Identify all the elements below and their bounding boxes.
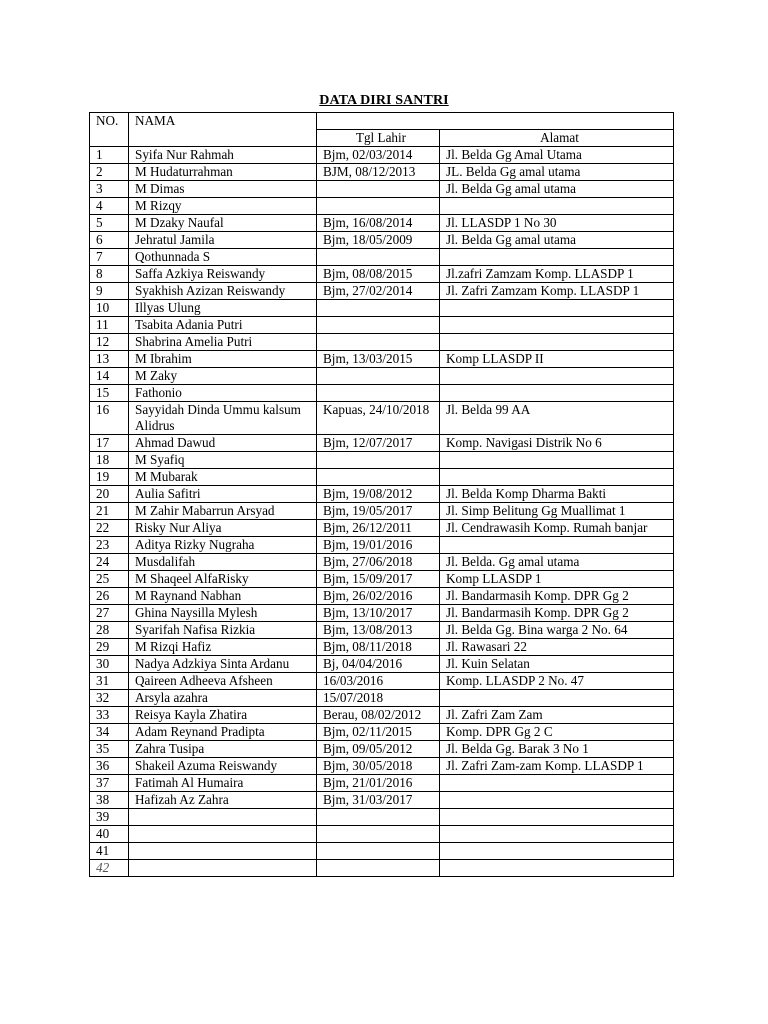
row-no-cell: 32 — [90, 690, 129, 707]
row-no-cell: 18 — [90, 452, 129, 469]
row-alamat-cell — [440, 368, 674, 385]
row-tgl-lahir-cell — [317, 385, 440, 402]
row-no-cell: 38 — [90, 792, 129, 809]
row-no-cell: 24 — [90, 554, 129, 571]
row-nama-cell: Musdalifah — [129, 554, 317, 571]
row-no-cell: 10 — [90, 300, 129, 317]
row-tgl-lahir-cell — [317, 452, 440, 469]
row-alamat-cell: Jl. Kuin Selatan — [440, 656, 674, 673]
row-alamat-cell: Jl. Belda Gg Amal Utama — [440, 147, 674, 164]
row-nama-cell: Hafizah Az Zahra — [129, 792, 317, 809]
table-row — [90, 809, 674, 826]
row-nama-cell: Jehratul Jamila — [129, 232, 317, 249]
row-alamat-cell: Jl. Belda Gg. Bina warga 2 No. 64 — [440, 622, 674, 639]
row-alamat-cell: Komp LLASDP 1 — [440, 571, 674, 588]
row-alamat-cell: Jl. Zafri Zamzam Komp. LLASDP 1 — [440, 283, 674, 300]
row-alamat-cell — [440, 690, 674, 707]
row-no-cell: 30 — [90, 656, 129, 673]
row-nama-cell: M Zaky — [129, 368, 317, 385]
table-row — [90, 554, 674, 571]
row-tgl-lahir-cell: Bjm, 27/06/2018 — [317, 554, 440, 571]
header-blank — [317, 113, 674, 130]
row-nama-cell — [129, 809, 317, 826]
santri-table-body — [90, 113, 674, 877]
row-alamat-cell: Jl. Belda Gg amal utama — [440, 181, 674, 198]
row-tgl-lahir-cell: Bjm, 15/09/2017 — [317, 571, 440, 588]
row-tgl-lahir-cell: Bjm, 08/08/2015 — [317, 266, 440, 283]
row-no-cell: 28 — [90, 622, 129, 639]
table-row — [90, 469, 674, 486]
row-no-cell: 15 — [90, 385, 129, 402]
table-row — [90, 520, 674, 537]
table-row — [90, 232, 674, 249]
table-header-row — [90, 113, 674, 130]
row-no-cell: 22 — [90, 520, 129, 537]
row-alamat-cell: Jl. Bandarmasih Komp. DPR Gg 2 — [440, 605, 674, 622]
table-row — [90, 843, 674, 860]
row-no-cell: 41 — [90, 843, 129, 860]
table-row — [90, 639, 674, 656]
row-alamat-cell: Jl. Belda Gg. Barak 3 No 1 — [440, 741, 674, 758]
table-row — [90, 435, 674, 452]
row-alamat-cell: Komp. Navigasi Distrik No 6 — [440, 435, 674, 452]
row-no-cell: 9 — [90, 283, 129, 300]
row-alamat-cell: JL. Belda Gg amal utama — [440, 164, 674, 181]
row-tgl-lahir-cell: Bjm, 26/12/2011 — [317, 520, 440, 537]
row-tgl-lahir-cell: BJM, 08/12/2013 — [317, 164, 440, 181]
row-tgl-lahir-cell: Bjm, 16/08/2014 — [317, 215, 440, 232]
row-no-cell: 14 — [90, 368, 129, 385]
row-nama-cell: Shakeil Azuma Reiswandy — [129, 758, 317, 775]
row-no-cell: 33 — [90, 707, 129, 724]
row-tgl-lahir-cell — [317, 181, 440, 198]
table-row — [90, 486, 674, 503]
row-no-cell: 35 — [90, 741, 129, 758]
row-alamat-cell — [440, 249, 674, 266]
row-no-cell: 27 — [90, 605, 129, 622]
row-no-cell: 37 — [90, 775, 129, 792]
row-no-cell: 42 — [90, 860, 129, 877]
row-nama-cell — [129, 826, 317, 843]
row-nama-cell — [129, 860, 317, 877]
table-row — [90, 452, 674, 469]
row-no-cell: 4 — [90, 198, 129, 215]
row-alamat-cell: Jl. LLASDP 1 No 30 — [440, 215, 674, 232]
table-row — [90, 215, 674, 232]
table-row — [90, 385, 674, 402]
row-tgl-lahir-cell — [317, 469, 440, 486]
row-tgl-lahir-cell: Bjm, 30/05/2018 — [317, 758, 440, 775]
table-row — [90, 571, 674, 588]
table-row — [90, 724, 674, 741]
row-nama-cell: Syakhish Azizan Reiswandy — [129, 283, 317, 300]
table-row — [90, 673, 674, 690]
row-nama-cell: Syarifah Nafisa Rizkia — [129, 622, 317, 639]
row-alamat-cell: Jl. Rawasari 22 — [440, 639, 674, 656]
table-row — [90, 775, 674, 792]
row-alamat-cell: Komp LLASDP II — [440, 351, 674, 368]
table-row — [90, 368, 674, 385]
table-row — [90, 266, 674, 283]
row-tgl-lahir-cell: Bjm, 02/11/2015 — [317, 724, 440, 741]
row-nama-cell: Illyas Ulung — [129, 300, 317, 317]
table-row — [90, 181, 674, 198]
row-alamat-cell: Jl. Cendrawasih Komp. Rumah banjar — [440, 520, 674, 537]
row-alamat-cell — [440, 198, 674, 215]
row-tgl-lahir-cell: Bjm, 13/08/2013 — [317, 622, 440, 639]
row-nama-cell: Reisya Kayla Zhatira — [129, 707, 317, 724]
row-alamat-cell: Jl. Zafri Zam Zam — [440, 707, 674, 724]
row-alamat-cell: Komp. DPR Gg 2 C — [440, 724, 674, 741]
row-nama-cell: M Rizqy — [129, 198, 317, 215]
row-tgl-lahir-cell: Bjm, 13/03/2015 — [317, 351, 440, 368]
table-row — [90, 741, 674, 758]
table-row — [90, 690, 674, 707]
row-no-cell: 29 — [90, 639, 129, 656]
row-tgl-lahir-cell — [317, 300, 440, 317]
table-row — [90, 758, 674, 775]
row-no-cell: 25 — [90, 571, 129, 588]
row-no-cell: 7 — [90, 249, 129, 266]
row-no-cell: 39 — [90, 809, 129, 826]
table-row — [90, 334, 674, 351]
row-nama-cell: Fathonio — [129, 385, 317, 402]
row-alamat-cell — [440, 537, 674, 554]
row-tgl-lahir-cell: 16/03/2016 — [317, 673, 440, 690]
row-tgl-lahir-cell: Bj, 04/04/2016 — [317, 656, 440, 673]
row-no-cell: 40 — [90, 826, 129, 843]
row-tgl-lahir-cell — [317, 249, 440, 266]
row-nama-cell: Risky Nur Aliya — [129, 520, 317, 537]
table-row — [90, 402, 674, 435]
row-alamat-cell — [440, 792, 674, 809]
row-nama-cell: Ahmad Dawud — [129, 435, 317, 452]
row-tgl-lahir-cell: Bjm, 08/11/2018 — [317, 639, 440, 656]
row-no-cell: 11 — [90, 317, 129, 334]
row-tgl-lahir-cell: Bjm, 21/01/2016 — [317, 775, 440, 792]
row-alamat-cell — [440, 469, 674, 486]
row-tgl-lahir-cell: Bjm, 09/05/2012 — [317, 741, 440, 758]
row-nama-cell: M Shaqeel AlfaRisky — [129, 571, 317, 588]
table-row — [90, 503, 674, 520]
document-title: DATA DIRI SANTRI — [319, 93, 449, 108]
row-nama-cell: Nadya Adzkiya Sinta Ardanu — [129, 656, 317, 673]
row-alamat-cell — [440, 843, 674, 860]
table-row — [90, 826, 674, 843]
table-row — [90, 537, 674, 554]
row-no-cell: 2 — [90, 164, 129, 181]
row-alamat-cell: Jl. Bandarmasih Komp. DPR Gg 2 — [440, 588, 674, 605]
row-nama-cell: M Mubarak — [129, 469, 317, 486]
table-row — [90, 707, 674, 724]
row-nama-cell: Saffa Azkiya Reiswandy — [129, 266, 317, 283]
row-nama-cell: M Hudaturrahman — [129, 164, 317, 181]
row-alamat-cell — [440, 385, 674, 402]
row-nama-cell: Zahra Tusipa — [129, 741, 317, 758]
row-no-cell: 34 — [90, 724, 129, 741]
row-nama-cell: M Rizqi Hafiz — [129, 639, 317, 656]
row-alamat-cell — [440, 452, 674, 469]
table-row — [90, 588, 674, 605]
row-nama-cell — [129, 843, 317, 860]
row-alamat-cell — [440, 317, 674, 334]
row-nama-cell: M Ibrahim — [129, 351, 317, 368]
row-no-cell: 31 — [90, 673, 129, 690]
row-tgl-lahir-cell — [317, 198, 440, 215]
table-row — [90, 300, 674, 317]
row-nama-cell: Aditya Rizky Nugraha — [129, 537, 317, 554]
row-no-cell: 26 — [90, 588, 129, 605]
row-tgl-lahir-cell: Bjm, 19/08/2012 — [317, 486, 440, 503]
row-alamat-cell — [440, 826, 674, 843]
row-tgl-lahir-cell: Bjm, 18/05/2009 — [317, 232, 440, 249]
row-alamat-cell: Jl.zafri Zamzam Komp. LLASDP 1 — [440, 266, 674, 283]
table-row — [90, 792, 674, 809]
row-tgl-lahir-cell: Berau, 08/02/2012 — [317, 707, 440, 724]
row-nama-cell: Adam Reynand Pradipta — [129, 724, 317, 741]
row-no-cell: 12 — [90, 334, 129, 351]
row-nama-cell: M Raynand Nabhan — [129, 588, 317, 605]
row-no-cell: 21 — [90, 503, 129, 520]
row-tgl-lahir-cell: Bjm, 19/05/2017 — [317, 503, 440, 520]
row-alamat-cell: Jl. Belda Komp Dharma Bakti — [440, 486, 674, 503]
table-row — [90, 351, 674, 368]
row-tgl-lahir-cell — [317, 860, 440, 877]
row-tgl-lahir-cell: Bjm, 12/07/2017 — [317, 435, 440, 452]
row-nama-cell: Qaireen Adheeva Afsheen — [129, 673, 317, 690]
row-no-cell: 8 — [90, 266, 129, 283]
row-tgl-lahir-cell — [317, 826, 440, 843]
row-alamat-cell — [440, 334, 674, 351]
table-row — [90, 605, 674, 622]
row-tgl-lahir-cell: Bjm, 19/01/2016 — [317, 537, 440, 554]
row-tgl-lahir-cell — [317, 317, 440, 334]
row-tgl-lahir-cell: Bjm, 31/03/2017 — [317, 792, 440, 809]
row-no-cell: 17 — [90, 435, 129, 452]
row-no-cell: 5 — [90, 215, 129, 232]
santri-table — [89, 112, 674, 877]
row-alamat-cell: Jl. Belda 99 AA — [440, 402, 674, 435]
row-no-cell: 23 — [90, 537, 129, 554]
row-tgl-lahir-cell: Kapuas, 24/10/2018 — [317, 402, 440, 435]
row-tgl-lahir-cell: Bjm, 27/02/2014 — [317, 283, 440, 300]
row-alamat-cell: Jl. Zafri Zam-zam Komp. LLASDP 1 — [440, 758, 674, 775]
row-alamat-cell: Jl. Belda Gg amal utama — [440, 232, 674, 249]
header-tgl-lahir: Tgl Lahir — [317, 130, 440, 147]
row-nama-cell: M Dimas — [129, 181, 317, 198]
table-row — [90, 283, 674, 300]
row-no-cell: 19 — [90, 469, 129, 486]
header-no: NO. — [90, 113, 129, 147]
table-row — [90, 164, 674, 181]
row-no-cell: 16 — [90, 402, 129, 435]
row-nama-cell: Qothunnada S — [129, 249, 317, 266]
row-no-cell: 36 — [90, 758, 129, 775]
table-row — [90, 860, 674, 877]
row-nama-cell: Fatimah Al Humaira — [129, 775, 317, 792]
row-no-cell: 20 — [90, 486, 129, 503]
row-nama-cell: Tsabita Adania Putri — [129, 317, 317, 334]
table-row — [90, 198, 674, 215]
row-nama-cell: Arsyla azahra — [129, 690, 317, 707]
header-alamat: Alamat — [440, 130, 674, 147]
row-alamat-cell: Komp. LLASDP 2 No. 47 — [440, 673, 674, 690]
row-tgl-lahir-cell — [317, 809, 440, 826]
row-alamat-cell — [440, 860, 674, 877]
table-row — [90, 656, 674, 673]
row-nama-cell: M Dzaky Naufal — [129, 215, 317, 232]
row-tgl-lahir-cell — [317, 368, 440, 385]
row-alamat-cell — [440, 775, 674, 792]
row-tgl-lahir-cell — [317, 334, 440, 351]
row-tgl-lahir-cell: Bjm, 02/03/2014 — [317, 147, 440, 164]
header-nama: NAMA — [129, 113, 317, 147]
row-alamat-cell — [440, 300, 674, 317]
row-nama-cell: Sayyidah Dinda Ummu kalsum Alidrus — [129, 402, 317, 435]
row-no-cell: 3 — [90, 181, 129, 198]
table-row — [90, 317, 674, 334]
table-row — [90, 147, 674, 164]
row-tgl-lahir-cell: Bjm, 13/10/2017 — [317, 605, 440, 622]
row-tgl-lahir-cell: Bjm, 26/02/2016 — [317, 588, 440, 605]
row-alamat-cell: Jl. Simp Belitung Gg Muallimat 1 — [440, 503, 674, 520]
row-nama-cell: Ghina Naysilla Mylesh — [129, 605, 317, 622]
row-nama-cell: M Syafiq — [129, 452, 317, 469]
row-nama-cell: Shabrina Amelia Putri — [129, 334, 317, 351]
row-alamat-cell: Jl. Belda. Gg amal utama — [440, 554, 674, 571]
row-nama-cell: Syifa Nur Rahmah — [129, 147, 317, 164]
row-nama-cell: Aulia Safitri — [129, 486, 317, 503]
row-no-cell: 13 — [90, 351, 129, 368]
row-alamat-cell — [440, 809, 674, 826]
row-tgl-lahir-cell: 15/07/2018 — [317, 690, 440, 707]
table-row — [90, 249, 674, 266]
row-nama-cell: M Zahir Mabarrun Arsyad — [129, 503, 317, 520]
row-no-cell: 1 — [90, 147, 129, 164]
row-tgl-lahir-cell — [317, 843, 440, 860]
table-row — [90, 622, 674, 639]
row-no-cell: 6 — [90, 232, 129, 249]
